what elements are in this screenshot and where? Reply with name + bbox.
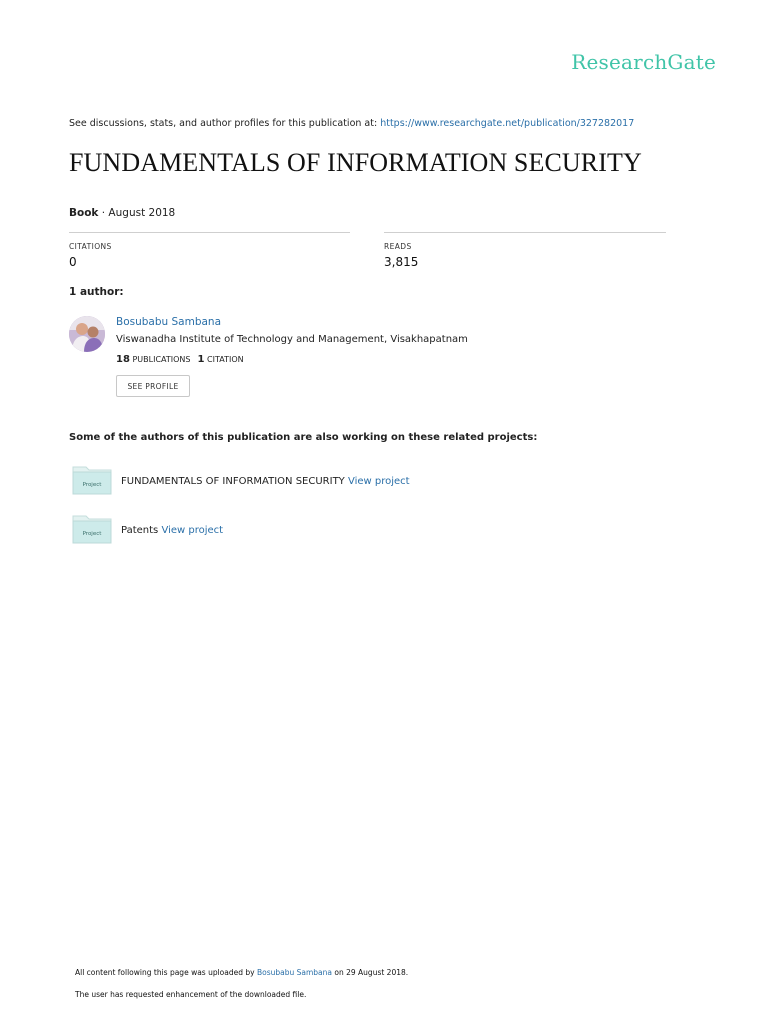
citations-divider (69, 232, 350, 233)
project-item (121, 476, 410, 487)
discussion-prefix: See discussions, stats, and author profiles for this publication at: (69, 118, 381, 129)
publication-date: · August 2018 (98, 207, 176, 219)
project-icon-label: Project (82, 531, 102, 537)
publication-meta (69, 207, 175, 219)
project-icon-label: Project (82, 482, 102, 488)
avatar-photo (69, 316, 105, 352)
view-project-link[interactable]: View project (161, 525, 224, 536)
view-project-link[interactable]: View project (347, 476, 410, 487)
reads-label: READS (384, 242, 412, 251)
reads-divider (384, 232, 666, 233)
project-name: Patents (121, 525, 159, 536)
discussion-line (69, 118, 634, 129)
author-citations-label: CITATION (207, 355, 244, 364)
project-folder-icon[interactable] (72, 514, 112, 544)
author-count: 1 author: (69, 286, 124, 298)
publication-type: Book (69, 207, 99, 219)
project-folder-icon[interactable] (72, 465, 112, 495)
upload-note (75, 968, 408, 977)
author-publications-count: 18 (116, 354, 130, 365)
citations-value: 0 (69, 255, 77, 269)
upload-suffix: on 29 August 2018. (332, 968, 409, 977)
publication-title: FUNDAMENTALS OF INFORMATION SECURITY (69, 148, 642, 177)
enhancement-note: The user has requested enhancement of the downloaded file. (75, 990, 307, 999)
author-citations-count: 1 (197, 354, 205, 365)
publication-url-link[interactable]: https://www.researchgate.net/publication/327282017 (380, 118, 635, 129)
author-stats (116, 354, 244, 365)
see-profile-button[interactable]: SEE PROFILE (116, 375, 190, 397)
citations-label: CITATIONS (69, 242, 112, 251)
author-avatar[interactable] (69, 316, 105, 352)
author-publications-label: PUBLICATIONS (132, 355, 191, 364)
project-item (121, 525, 223, 536)
reads-value: 3,815 (384, 255, 419, 269)
project-name: FUNDAMENTALS OF INFORMATION SECURITY (121, 476, 345, 487)
upload-prefix: All content following this page was uploaded by (75, 968, 257, 977)
uploader-link[interactable]: Bosubabu Sambana (256, 968, 333, 977)
researchgate-logo[interactable]: ResearchGate (571, 50, 716, 74)
author-institution: Viswanadha Institute of Technology and Management, Visakhapatnam (116, 334, 468, 345)
related-projects-heading: Some of the authors of this publication are also working on these related projects: (69, 432, 538, 443)
author-name-link[interactable]: Bosubabu Sambana (116, 316, 222, 328)
